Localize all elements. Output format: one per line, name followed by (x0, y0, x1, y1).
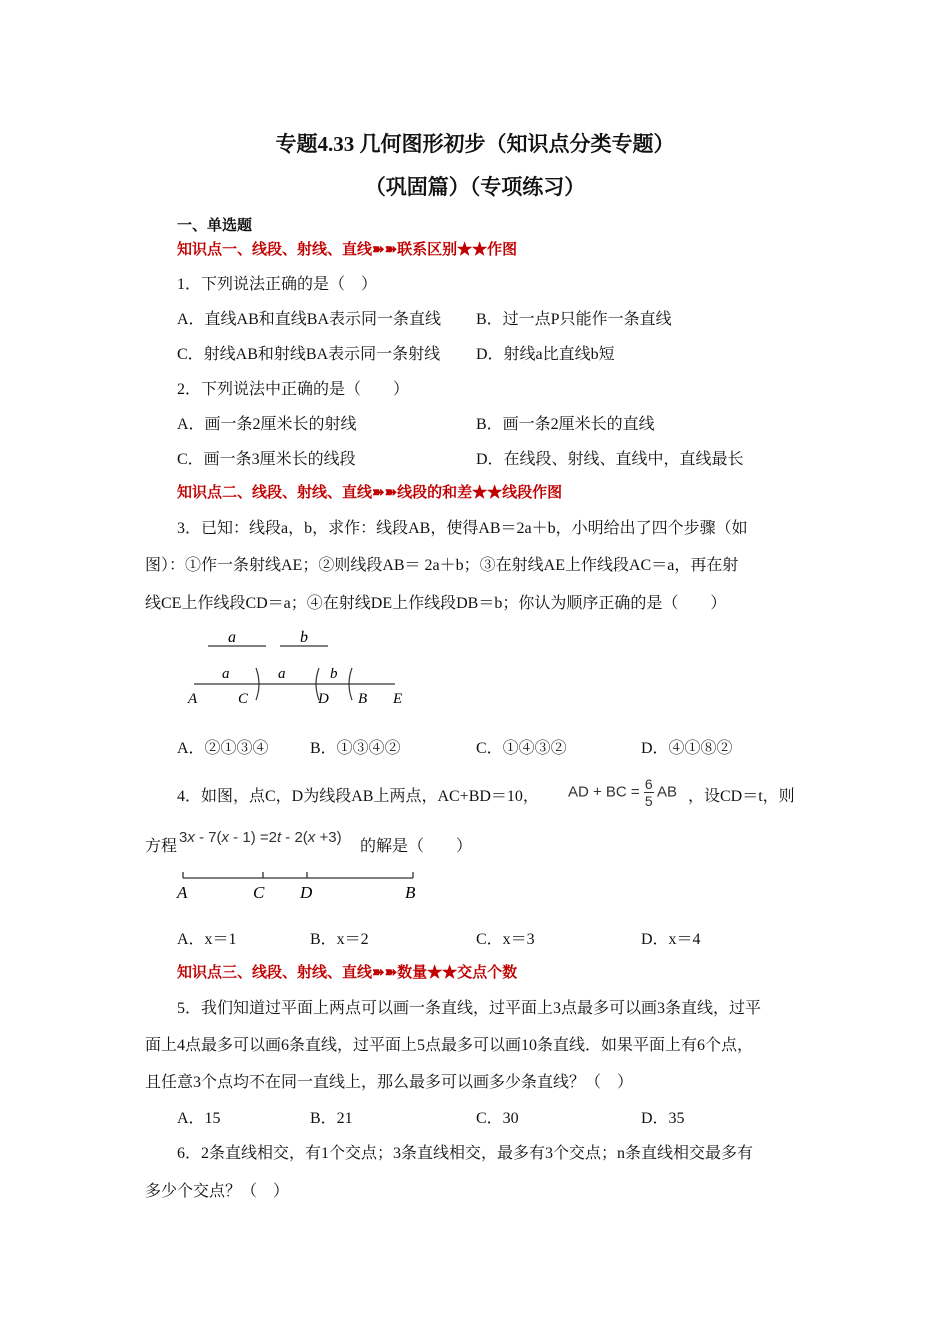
q3-line3: 线CE上作线段CD＝a；④在射线DE上作线段DB＝b；你认为顺序正确的是（ ） (145, 595, 727, 612)
q5-option-c: C．30 (476, 1110, 519, 1127)
q4-point-d-label: D (300, 883, 313, 902)
q2-option-a: A．画一条2厘米长的射线 (177, 416, 357, 433)
q4-line1-post: ，设CD＝t，则 (688, 788, 795, 805)
q4-option-d: D．x＝4 (641, 931, 701, 948)
q4-line2-post: 的解是（ ） (360, 838, 473, 855)
q3-option-c: C．①④③② (476, 740, 567, 757)
q5-line1: 5．我们知道过平面上两点可以画一条直线，过平面上3点最多可以画3条直线，过平 (177, 1000, 762, 1017)
q4-point-a-label: A (177, 883, 188, 902)
q4-segment-figure (175, 866, 425, 906)
q1-option-a: A．直线AB和直线BA表示同一条直线 (177, 311, 442, 328)
label-db-b: b (330, 666, 338, 682)
q5-option-d: D．35 (641, 1110, 685, 1127)
point-d-label: D (318, 691, 329, 707)
label-seg-b: b (300, 629, 308, 646)
q3-option-a: A．②①③④ (177, 740, 269, 757)
label-seg-a: a (228, 629, 236, 646)
point-b-label: B (358, 691, 368, 707)
q6-line2: 多少个交点？（ ） (145, 1183, 290, 1200)
q4-formula: AD + BC = $\frac{6}{5}$ AB (568, 776, 678, 809)
q4-line1-pre: 4．如图，点C，D为线段AB上两点，AC+BD＝10， (177, 788, 539, 805)
q4-equation: 3x - 7(x - 1) =2t - 2(x +3) (179, 829, 342, 846)
q3-construction-figure (180, 622, 420, 710)
point-c-label: C (238, 691, 249, 707)
point-a-label: A (188, 691, 198, 707)
q5-line3: 且任意3个点均不在同一直线上，那么最多可以画多少条直线？（ ） (145, 1074, 634, 1091)
knowledge-point-1: 知识点一、线段、射线、直线➽➽联系区别★★作图 (177, 242, 518, 258)
label-ac-a: a (222, 666, 230, 682)
knowledge-point-3: 知识点三、线段、射线、直线➽➽数量★★交点个数 (177, 965, 518, 981)
q3-option-d: D．④①⑧② (641, 740, 733, 757)
q2-option-d: D．在线段、射线、直线中，直线最长 (476, 451, 744, 468)
q1-option-d: D．射线a比直线b短 (476, 346, 615, 363)
q1-option-b: B．过一点P只能作一条直线 (476, 311, 672, 328)
q5-line2: 面上4点最多可以画6条直线，过平面上5点最多可以画10条直线．如果平面上有6个点， (145, 1037, 754, 1054)
q4-line2-pre: 方程 (145, 838, 178, 855)
q3-line2: 图）：①作一条射线AE；②则线段AB＝ 2a＋b；③在射线AE上作线段AC＝a，再在射 (145, 557, 739, 574)
q4-point-b-label: B (405, 883, 416, 902)
q4-option-b: B．x＝2 (310, 931, 369, 948)
q3-option-b: B．①③④② (310, 740, 401, 757)
q5-option-b: B．21 (310, 1110, 353, 1127)
q6-line1: 6．2条直线相交，有1个交点；3条直线相交，最多有3个交点；n条直线相交最多有 (177, 1145, 754, 1162)
section-heading: 一、单选题 (177, 218, 253, 234)
label-cd-a: a (278, 666, 286, 682)
q1-option-c: C．射线AB和射线BA表示同一条射线 (177, 346, 441, 363)
q2-stem: 2．下列说法中正确的是（ ） (177, 381, 410, 398)
q4-option-a: A．x＝1 (177, 931, 237, 948)
page-subtitle: （巩固篇）（专项练习） (364, 175, 586, 199)
q1-stem: 1．下列说法正确的是（ ） (177, 276, 378, 293)
q5-option-a: A．15 (177, 1110, 221, 1127)
knowledge-point-2: 知识点二、线段、射线、直线➽➽线段的和差★★线段作图 (177, 485, 563, 501)
point-e-label: E (393, 691, 403, 707)
q2-option-c: C．画一条3厘米长的线段 (177, 451, 356, 468)
q2-option-b: B．画一条2厘米长的直线 (476, 416, 655, 433)
q3-line1: 3．已知：线段a，b，求作：线段AB，使得AB＝2a＋b，小明给出了四个步骤（如 (177, 520, 748, 537)
page-title: 专题4.33 几何图形初步（知识点分类专题） (275, 132, 675, 156)
q4-option-c: C．x＝3 (476, 931, 535, 948)
q4-point-c-label: C (253, 883, 265, 902)
